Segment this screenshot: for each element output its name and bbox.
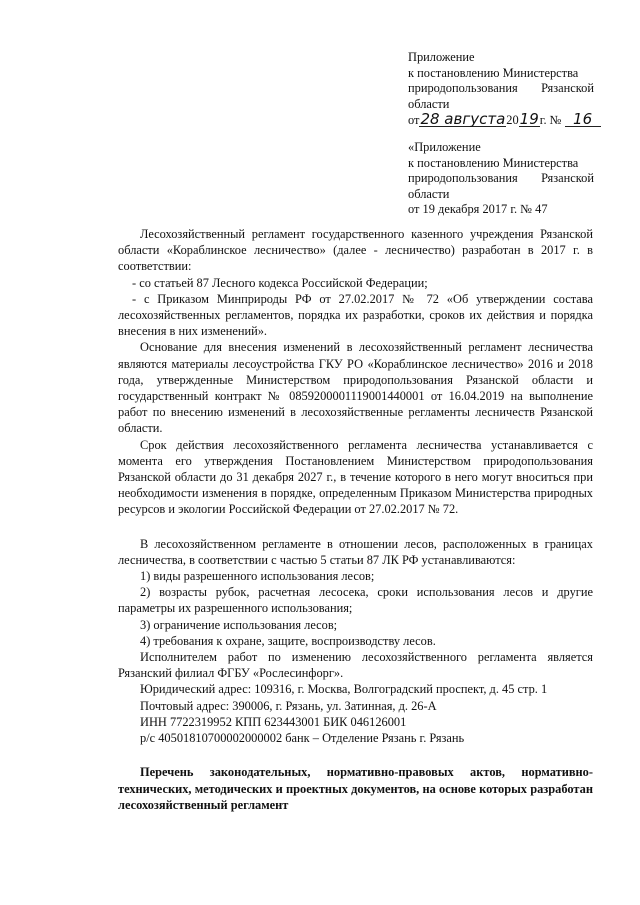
handwritten-number: 16 bbox=[565, 112, 601, 127]
bank-account: р/с 40501810700002000002 банк – Отделение Рязань г. Рязань bbox=[140, 731, 465, 746]
paragraph-term: Срок действия лесохозяйственного регламента лесничества устанавливается с момента его утверждения Постановлением Министерством природопользования Рязанской области до 31 декабря 2027 г., в течение которого в него могут вноситься при необходимости изменения в порядке, определенным Приказом Министерства природных ресурсов и экологии Российской Федерации от 27.02.2017 № 72. bbox=[118, 437, 593, 517]
section-heading: Перечень законодательных, нормативно-правовых актов, нормативно-технических, методических и проектных документов, на основе которых разработан лесохозяйственный регламент bbox=[118, 765, 593, 812]
appendix-old-line5: от 19 декабря 2017 г. № 47 bbox=[408, 202, 548, 217]
appendix-old-line3: природопользования Рязанской bbox=[408, 171, 594, 186]
spacer bbox=[118, 518, 593, 536]
postal-address: Почтовый адрес: 390006, г. Рязань, ул. Затинная, д. 26-А bbox=[140, 698, 437, 713]
date-prefix: от bbox=[408, 113, 420, 128]
list-item-3: 3) ограничение использования лесов; bbox=[140, 617, 338, 632]
appendix-old-line1: «Приложение bbox=[408, 140, 481, 154]
appendix-new-line3: природопользования Рязанской bbox=[408, 81, 594, 96]
handwritten-year: 19 bbox=[519, 110, 539, 129]
appendix-new-line1: Приложение bbox=[408, 50, 475, 64]
appendix-header-new bbox=[408, 50, 601, 129]
appendix-new-date-line bbox=[408, 112, 601, 129]
appendix-old-line4: области bbox=[408, 186, 450, 201]
appendix-new-line4: области bbox=[408, 96, 450, 111]
list-item-order-72: - с Приказом Минприроды РФ от 27.02.2017 № 72 «Об утверждении состава лесохозяйственных регламентов, порядка их разработки, сроков их действия и порядка внесения в них изменений». bbox=[118, 291, 593, 339]
list-item-4: 4) требования к охране, защите, воспроизводству лесов. bbox=[140, 633, 436, 648]
list-item-2: 2) возрасты рубок, расчетная лесосека, сроки использования лесов и другие параметры их разрешенного использования; bbox=[118, 585, 593, 616]
number-label: г. № bbox=[539, 113, 562, 128]
spacer bbox=[118, 746, 593, 764]
year-prefix: 20 bbox=[506, 113, 519, 128]
appendix-new-line2: к постановлению Министерства bbox=[408, 65, 579, 80]
legal-address: Юридический адрес: 109316, г. Москва, Волгоградский проспект, д. 45 стр. 1 bbox=[140, 682, 548, 697]
paragraph-intro: Лесохозяйственный регламент государственного казенного учреждения Рязанской области «Кораблинское лесничество» (далее - лесничество) разработан в 2017 г. в соответствии: bbox=[118, 227, 593, 274]
paragraph-executor: Исполнителем работ по изменению лесохозяйственного регламента является Рязанский филиал ФГБУ «Рослесинфорг». bbox=[118, 650, 593, 681]
appendix-old-line2: к постановлению Министерства bbox=[408, 155, 579, 170]
paragraph-scope: В лесохозяйственном регламенте в отношении лесов, расположенных в границах лесничества, в соответствии с частью 5 статьи 87 ЛК РФ устанавливаются: bbox=[118, 536, 593, 567]
appendix-header-old bbox=[408, 140, 594, 218]
document-body bbox=[118, 226, 593, 813]
paragraph-basis: Основание для внесения изменений в лесохозяйственный регламент лесничества являются материалы лесоустройства ГКУ РО «Кораблинское лесничество» 2016 и 2018 года, утвержденные Министерством природопользования Рязанской области и государственный контракт № 0859200001119001440001 от 16.04.2019 на выполнение работ по внесению изменений в лесохозяйственные регламенты лесничеств Рязанской области. bbox=[118, 340, 593, 436]
handwritten-date: 28 августа bbox=[420, 110, 506, 129]
list-item-article-87: - со статьей 87 Лесного кодекса Российской Федерации; bbox=[132, 275, 428, 290]
bank-codes: ИНН 7722319952 КПП 623443001 БИК 046126001 bbox=[140, 714, 407, 729]
list-item-1: 1) виды разрешенного использования лесов; bbox=[140, 569, 375, 584]
